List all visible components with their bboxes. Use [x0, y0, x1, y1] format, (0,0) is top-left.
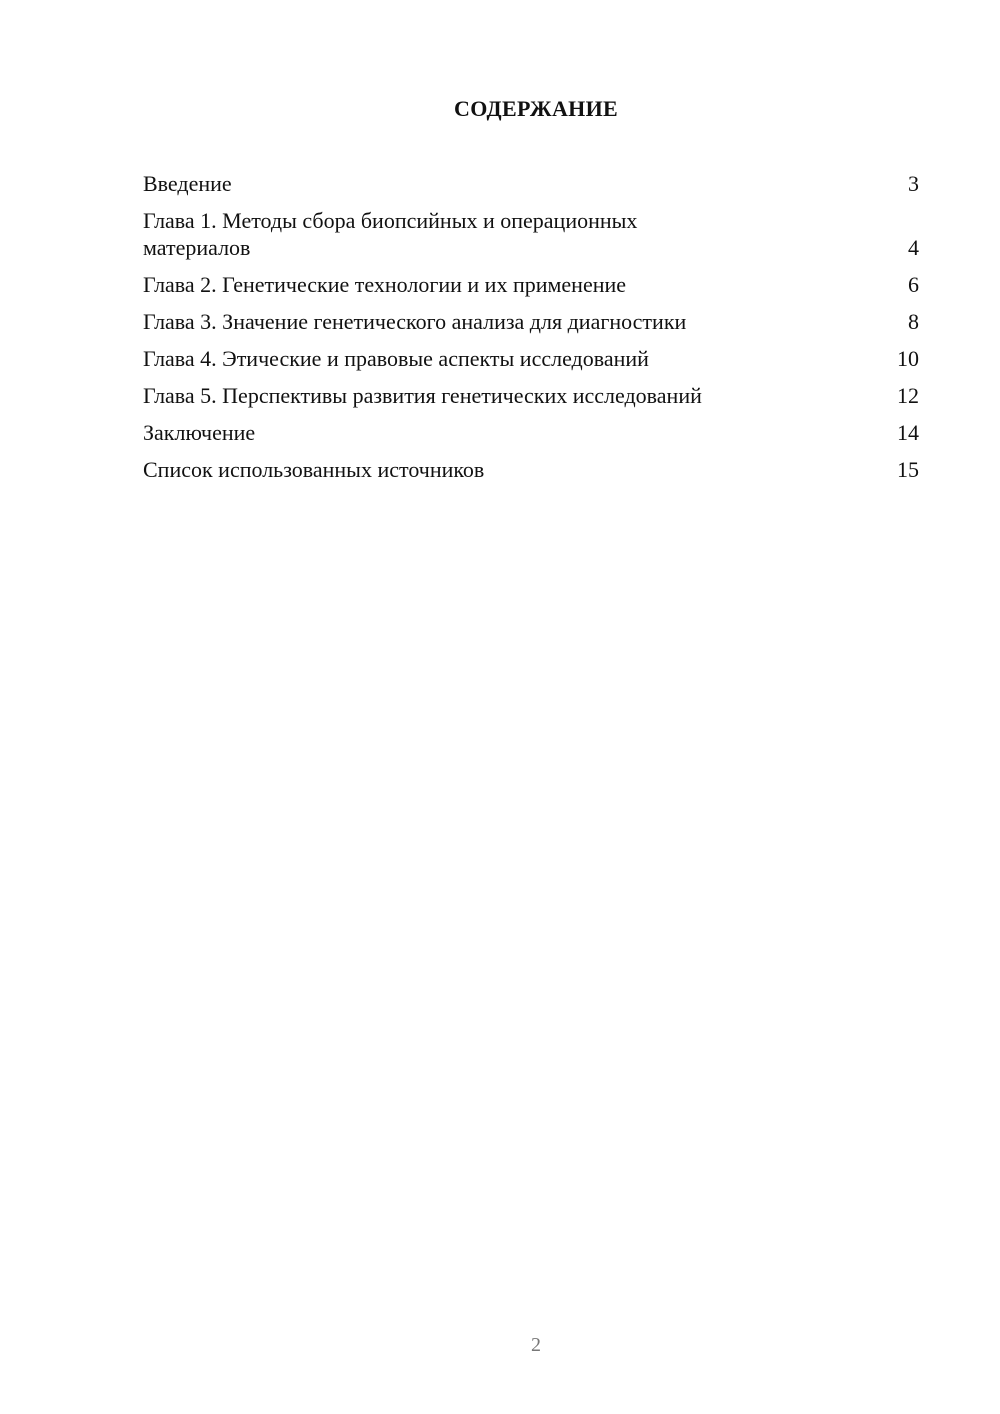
toc-entry-label: Глава 1. Методы сбора биопсийных и операционных материалов [143, 208, 638, 260]
toc-entry-page: 8 [908, 309, 919, 334]
toc-entry [143, 382, 919, 409]
table-of-contents [143, 170, 919, 493]
toc-entry-page: 6 [908, 272, 919, 297]
toc-entry [143, 419, 919, 446]
toc-entry-label: Список использованных источников [143, 457, 485, 482]
toc-entry [143, 271, 919, 298]
toc-entry-label: Глава 5. Перспективы развития генетических исследований [143, 383, 702, 408]
toc-entry-label: Глава 3. Значение генетического анализа для диагностики [143, 309, 687, 334]
toc-entry-page: 4 [908, 235, 919, 260]
toc-entry-label: Глава 2. Генетические технологии и их применение [143, 272, 627, 297]
toc-entry-label: Введение [143, 171, 232, 196]
toc-entry-page: 10 [897, 346, 919, 371]
toc-entry [143, 170, 919, 197]
toc-entry-page: 3 [908, 171, 919, 196]
toc-entry-label: Заключение [143, 420, 256, 445]
toc-entry-page: 15 [897, 457, 919, 482]
toc-entry [143, 207, 919, 261]
page-title: СОДЕРЖАНИЕ [454, 96, 618, 121]
toc-entry [143, 345, 919, 372]
toc-entry-label: Глава 4. Этические и правовые аспекты исследований [143, 346, 649, 371]
toc-entry-page: 14 [897, 420, 919, 445]
toc-entry [143, 308, 919, 335]
page-number: 2 [531, 1334, 541, 1356]
toc-entry [143, 456, 919, 483]
toc-entry-page: 12 [897, 383, 919, 408]
